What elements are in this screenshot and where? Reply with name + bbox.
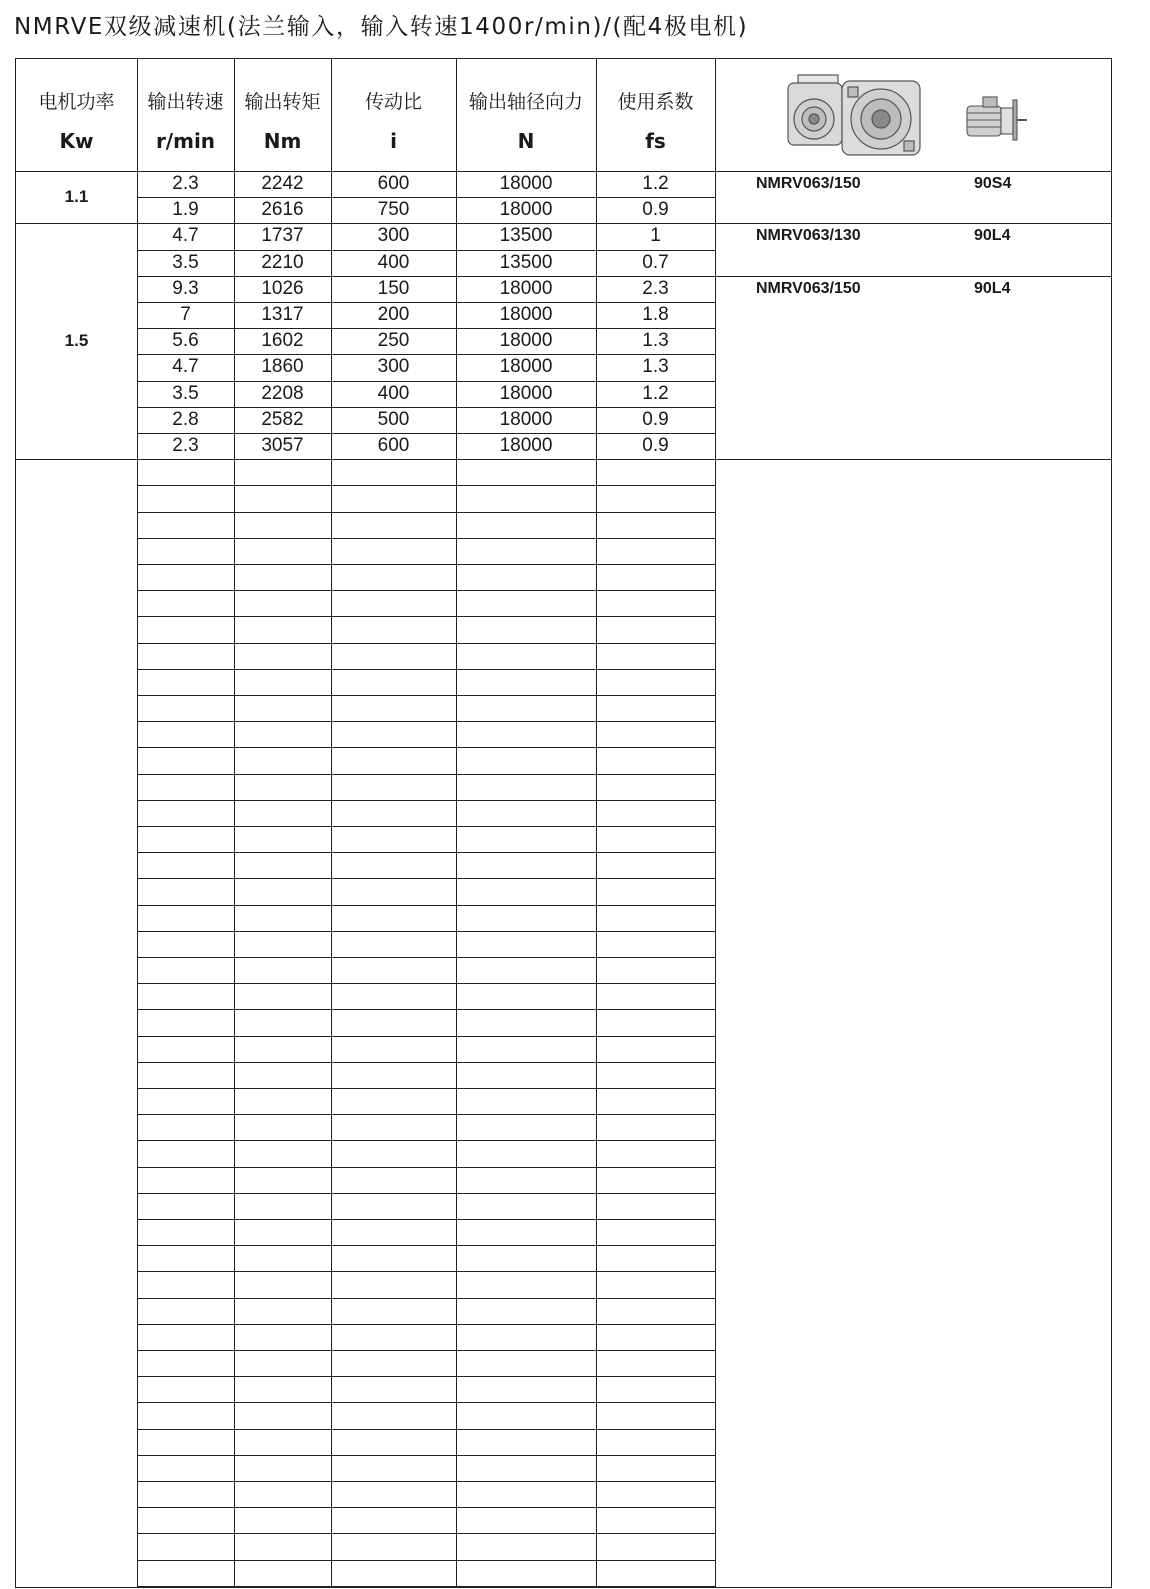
motor-model: 90S4 — [974, 175, 1012, 192]
reducer-model: NMRV063/130 — [756, 227, 861, 245]
cell-ratio: 300 — [377, 225, 410, 247]
cell-speed: 4.7 — [172, 225, 199, 247]
row-divider — [137, 1376, 715, 1377]
selection-table — [15, 58, 1112, 1588]
row-divider — [137, 695, 715, 696]
cell-force: 18000 — [499, 173, 553, 194]
row-divider — [137, 564, 715, 565]
cell-ratio: 600 — [377, 173, 410, 194]
row-divider — [137, 1560, 715, 1561]
row-divider — [137, 250, 715, 251]
worm-gear-reducer-icon — [776, 69, 936, 165]
row-divider — [137, 800, 715, 801]
cell-torque: 2616 — [261, 199, 304, 221]
cell-speed: 5.6 — [172, 330, 199, 352]
column-divider — [234, 59, 235, 1587]
row-divider — [137, 1271, 715, 1272]
cell-force: 18000 — [499, 356, 553, 378]
cell-force: 18000 — [499, 330, 553, 352]
row-divider — [137, 1586, 715, 1587]
cell-torque: 1026 — [261, 277, 304, 299]
row-divider — [137, 957, 715, 958]
row-divider — [137, 407, 715, 408]
row-divider — [137, 1009, 715, 1010]
cell-torque: 1317 — [261, 304, 304, 325]
cell-force: 13500 — [499, 225, 553, 247]
cell-speed: 4.7 — [172, 356, 199, 378]
cell-fs: 0.9 — [642, 199, 669, 221]
header-motor-power — [16, 59, 137, 171]
page-title: NMRVE双级减速机(法兰输入，输入转速1400r/min)/(配4极电机) — [14, 14, 749, 40]
row-divider — [137, 538, 715, 539]
row-divider — [16, 459, 1111, 460]
column-divider — [596, 59, 597, 1587]
row-divider — [137, 905, 715, 906]
header-cn: 电机功率 — [38, 91, 115, 113]
reducer-model: NMRV063/150 — [756, 175, 861, 192]
row-divider — [137, 1324, 715, 1325]
header-cn: 输出转速 — [147, 91, 224, 113]
row-divider — [137, 643, 715, 644]
motor-power-value: 1.5 — [64, 331, 89, 351]
row-divider — [137, 1088, 715, 1089]
cell-force: 18000 — [499, 304, 553, 325]
row-divider — [137, 774, 715, 775]
row-divider — [137, 1245, 715, 1246]
cell-speed: 1.9 — [172, 199, 199, 221]
cell-torque: 2582 — [261, 408, 304, 430]
row-divider — [137, 485, 715, 486]
header-cn: 输出转矩 — [244, 91, 321, 113]
row-divider — [137, 616, 715, 617]
header-ratio — [331, 59, 456, 171]
row-divider — [137, 1193, 715, 1194]
row-divider — [137, 354, 715, 355]
cell-fs: 0.7 — [642, 251, 669, 273]
reducer-model: NMRV063/150 — [756, 279, 861, 297]
cell-torque: 1737 — [261, 225, 304, 247]
row-divider — [137, 1062, 715, 1063]
cell-force: 18000 — [499, 435, 553, 456]
row-divider — [137, 276, 715, 277]
column-divider — [137, 59, 138, 1587]
cell-fs: 0.9 — [642, 408, 669, 430]
cell-torque: 2210 — [261, 251, 304, 273]
cell-speed: 2.3 — [172, 173, 199, 194]
cell-speed: 7 — [180, 304, 191, 325]
motor-model: 90L4 — [974, 227, 1011, 245]
row-divider — [137, 826, 715, 827]
row-divider — [137, 512, 715, 513]
cell-force: 13500 — [499, 251, 553, 273]
cell-speed: 3.5 — [172, 251, 199, 273]
row-divider — [137, 669, 715, 670]
header-en: i — [390, 129, 397, 153]
row-divider — [137, 1140, 715, 1141]
cell-speed: 9.3 — [172, 277, 199, 299]
row-divider — [137, 1350, 715, 1351]
row-divider — [137, 1507, 715, 1508]
column-divider — [456, 59, 457, 1587]
motor-model: 90L4 — [974, 279, 1011, 297]
cell-fs: 1 — [650, 225, 661, 247]
cell-torque: 3057 — [261, 435, 304, 456]
row-divider — [137, 1298, 715, 1299]
row-divider — [16, 171, 1111, 172]
row-divider — [137, 1455, 715, 1456]
row-divider — [137, 721, 715, 722]
cell-ratio: 300 — [377, 356, 410, 378]
header-en: N — [517, 129, 535, 153]
header-cn: 传动比 — [364, 91, 422, 113]
header-cn: 使用系数 — [617, 91, 694, 113]
cell-torque: 2242 — [261, 173, 304, 194]
cell-fs: 1.2 — [642, 382, 669, 404]
row-divider — [137, 1402, 715, 1403]
row-divider — [137, 1114, 715, 1115]
header-en: Kw — [59, 129, 94, 153]
cell-force: 18000 — [499, 277, 553, 299]
row-divider — [137, 328, 715, 329]
cell-ratio: 200 — [377, 304, 410, 325]
cell-ratio: 600 — [377, 435, 410, 456]
cell-fs: 1.2 — [642, 173, 669, 194]
cell-ratio: 400 — [377, 382, 410, 404]
header-service-factor — [596, 59, 715, 171]
header-output-torque — [234, 59, 331, 171]
column-divider — [715, 59, 716, 1587]
cell-fs: 0.9 — [642, 435, 669, 456]
row-divider — [137, 1219, 715, 1220]
cell-fs: 1.8 — [642, 304, 669, 325]
cell-speed: 3.5 — [172, 382, 199, 404]
cell-force: 18000 — [499, 408, 553, 430]
cell-ratio: 400 — [377, 251, 410, 273]
header-radial-force — [456, 59, 596, 171]
row-divider — [137, 1036, 715, 1037]
row-divider — [16, 223, 1111, 224]
cell-fs: 1.3 — [642, 356, 669, 378]
header-en: fs — [645, 129, 666, 153]
row-divider — [137, 381, 715, 382]
cell-torque: 2208 — [261, 382, 304, 404]
cell-fs: 1.3 — [642, 330, 669, 352]
row-divider — [137, 1167, 715, 1168]
row-divider — [137, 747, 715, 748]
cell-torque: 1602 — [261, 330, 304, 352]
header-en: Nm — [263, 129, 302, 153]
row-divider — [137, 878, 715, 879]
row-divider — [137, 1481, 715, 1482]
cell-ratio: 500 — [377, 408, 410, 430]
cell-ratio: 150 — [377, 277, 410, 299]
row-divider — [715, 276, 1111, 277]
cell-speed: 2.3 — [172, 435, 199, 456]
cell-force: 18000 — [499, 199, 553, 221]
header-output-speed — [137, 59, 234, 171]
cell-fs: 2.3 — [642, 277, 669, 299]
cell-ratio: 250 — [377, 330, 410, 352]
cell-torque: 1860 — [261, 356, 304, 378]
electric-motor-icon — [961, 94, 1031, 142]
row-divider — [137, 197, 715, 198]
row-divider — [137, 931, 715, 932]
row-divider — [137, 1429, 715, 1430]
row-divider — [137, 433, 715, 434]
row-divider — [137, 302, 715, 303]
motor-power-value: 1.1 — [64, 187, 89, 206]
row-divider — [137, 852, 715, 853]
cell-force: 18000 — [499, 382, 553, 404]
header-cn: 输出轴径向力 — [468, 91, 583, 113]
row-divider — [137, 590, 715, 591]
cell-speed: 2.8 — [172, 408, 199, 430]
cell-ratio: 750 — [377, 199, 410, 221]
row-divider — [137, 1533, 715, 1534]
row-divider — [137, 983, 715, 984]
column-divider — [331, 59, 332, 1587]
header-en: r/min — [155, 129, 216, 153]
